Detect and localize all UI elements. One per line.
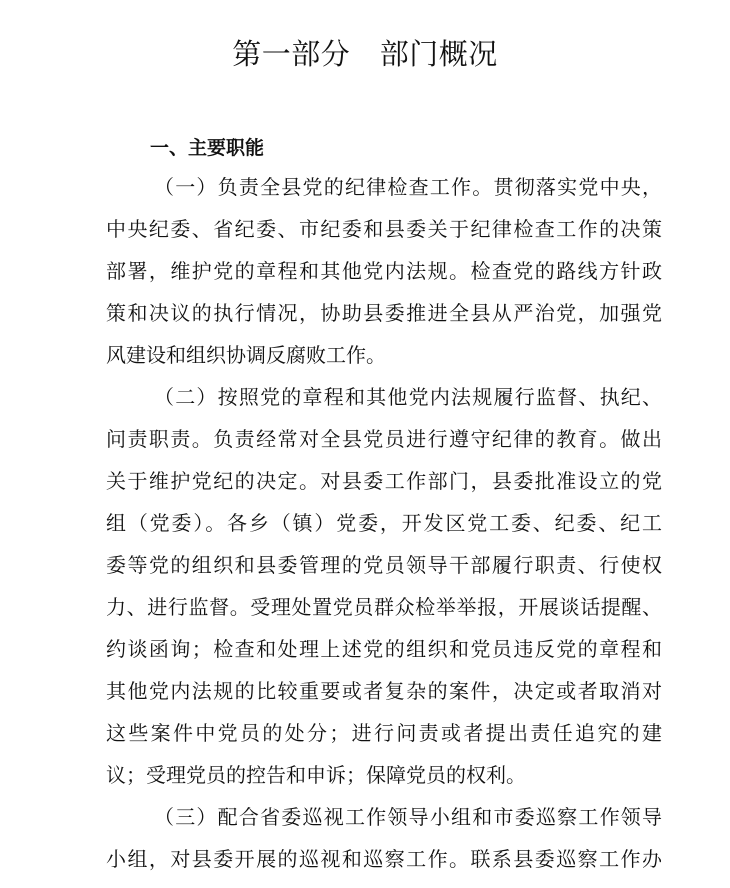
text-line: （二）按照党的章程和其他党内法规履行监督、执纪、 [154, 385, 662, 409]
page-title: 第一部分 部门概况 [232, 37, 498, 71]
text-line: 其他党内法规的比较重要或者复杂的案件，决定或者取消对 [106, 679, 662, 703]
body-paragraphs [106, 166, 662, 880]
text-line: 部署，维护党的章程和其他党内法规。检查党的路线方针政 [106, 259, 662, 283]
text-line: （一）负责全县党的纪律检查工作。贯彻落实党中央， [154, 175, 662, 199]
text-line: 力、进行监督。受理处置党员群众检举举报，开展谈话提醒、 [106, 595, 662, 619]
text-line: 委等党的组织和县委管理的党员领导干部履行职责、行使权 [106, 553, 662, 577]
section-heading: 一、主要职能 [150, 137, 265, 159]
text-line: 组（党委）。各乡（镇）党委，开发区党工委、纪委、纪工 [106, 511, 662, 535]
text-line: 问责职责。负责经常对全县党员进行遵守纪律的教育。做出 [106, 427, 662, 451]
text-line: （三）配合省委巡视工作领导小组和市委巡察工作领导 [154, 805, 662, 829]
text-line: 中央纪委、省纪委、市纪委和县委关于纪律检查工作的决策 [106, 217, 662, 241]
text-line: 关于维护党纪的决定。对县委工作部门，县委批准设立的党 [106, 469, 662, 493]
text-line: 议；受理党员的控告和申诉；保障党员的权利。 [106, 763, 526, 787]
text-line: 约谈函询；检查和处理上述党的组织和党员违反党的章程和 [106, 637, 662, 661]
text-line: 风建设和组织协调反腐败工作。 [106, 343, 386, 367]
text-line: 策和决议的执行情况，协助县委推进全县从严治党，加强党 [106, 301, 662, 325]
text-line: 小组，对县委开展的巡视和巡察工作。联系县委巡察工作办 [106, 847, 662, 871]
text-line: 这些案件中党员的处分；进行问责或者提出责任追究的建 [106, 721, 662, 745]
